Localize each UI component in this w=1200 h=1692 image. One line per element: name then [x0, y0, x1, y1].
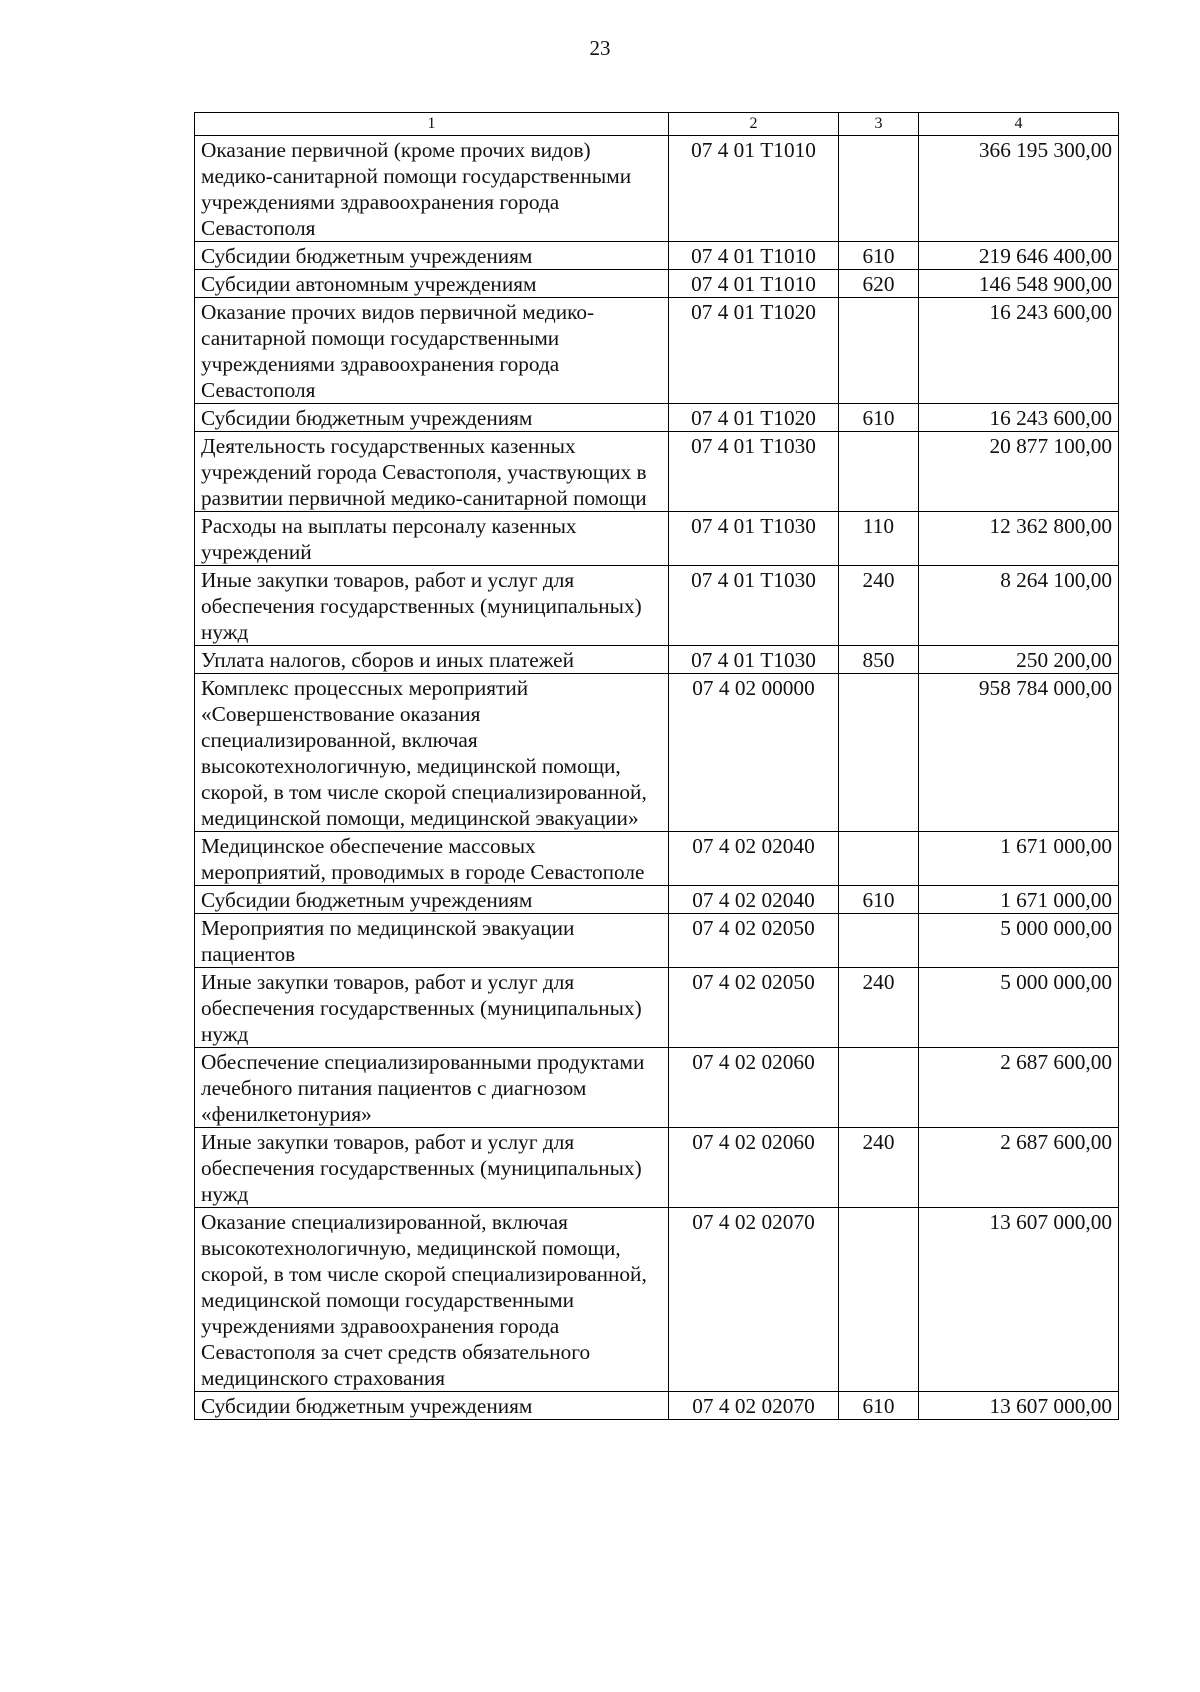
row-name: Оказание первичной (кроме прочих видов) медико-санитарной помощи государственными учреждениями здравоохранения города Севастополя	[195, 136, 669, 242]
row-expense-type	[839, 1208, 919, 1392]
row-sum: 12 362 800,00	[919, 512, 1119, 566]
header-row	[195, 113, 1119, 136]
table-row	[195, 270, 1119, 298]
row-sum: 1 671 000,00	[919, 832, 1119, 886]
row-expense-type	[839, 832, 919, 886]
row-name: Расходы на выплаты персоналу казенных учреждений	[195, 512, 669, 566]
row-sum: 958 784 000,00	[919, 674, 1119, 832]
row-sum: 146 548 900,00	[919, 270, 1119, 298]
row-code: 07 4 02 02040	[669, 886, 839, 914]
row-name: Субсидии бюджетным учреждениям	[195, 404, 669, 432]
row-name: Деятельность государственных казенных учреждений города Севастополя, участвующих в развитии первичной медико-санитарной помощи	[195, 432, 669, 512]
row-sum: 366 195 300,00	[919, 136, 1119, 242]
row-sum: 5 000 000,00	[919, 914, 1119, 968]
table-row	[195, 566, 1119, 646]
row-code: 07 4 02 02050	[669, 968, 839, 1048]
table-row	[195, 1048, 1119, 1128]
row-code: 07 4 01 Т1020	[669, 298, 839, 404]
row-sum: 5 000 000,00	[919, 968, 1119, 1048]
row-code: 07 4 02 02060	[669, 1128, 839, 1208]
row-sum: 2 687 600,00	[919, 1128, 1119, 1208]
row-sum: 20 877 100,00	[919, 432, 1119, 512]
row-code: 07 4 02 02040	[669, 832, 839, 886]
row-sum: 16 243 600,00	[919, 404, 1119, 432]
row-expense-type: 620	[839, 270, 919, 298]
row-name: Уплата налогов, сборов и иных платежей	[195, 646, 669, 674]
table-row	[195, 136, 1119, 242]
row-expense-type	[839, 298, 919, 404]
row-expense-type	[839, 914, 919, 968]
budget-table	[194, 112, 1119, 1420]
row-expense-type	[839, 136, 919, 242]
row-name: Медицинское обеспечение массовых мероприятий, проводимых в городе Севастополе	[195, 832, 669, 886]
column-header-code: 2	[669, 113, 839, 136]
table-row	[195, 298, 1119, 404]
row-code: 07 4 02 00000	[669, 674, 839, 832]
row-expense-type	[839, 432, 919, 512]
row-sum: 2 687 600,00	[919, 1048, 1119, 1128]
column-header-expense-type: 3	[839, 113, 919, 136]
row-name: Субсидии бюджетным учреждениям	[195, 242, 669, 270]
row-name: Обеспечение специализированными продуктами лечебного питания пациентов с диагнозом «фенилкетонурия»	[195, 1048, 669, 1128]
table-row	[195, 832, 1119, 886]
row-expense-type: 240	[839, 1128, 919, 1208]
row-code: 07 4 01 Т1030	[669, 512, 839, 566]
row-expense-type: 850	[839, 646, 919, 674]
table-row	[195, 242, 1119, 270]
row-sum: 16 243 600,00	[919, 298, 1119, 404]
row-expense-type: 610	[839, 1392, 919, 1420]
row-expense-type	[839, 1048, 919, 1128]
table-row	[195, 968, 1119, 1048]
row-sum: 8 264 100,00	[919, 566, 1119, 646]
row-code: 07 4 02 02060	[669, 1048, 839, 1128]
row-sum: 13 607 000,00	[919, 1208, 1119, 1392]
row-expense-type: 610	[839, 886, 919, 914]
row-expense-type: 240	[839, 968, 919, 1048]
row-name: Субсидии бюджетным учреждениям	[195, 1392, 669, 1420]
page-number: 23	[589, 36, 611, 60]
table-row	[195, 1392, 1119, 1420]
table-row	[195, 432, 1119, 512]
row-expense-type: 240	[839, 566, 919, 646]
row-sum: 1 671 000,00	[919, 886, 1119, 914]
row-code: 07 4 01 Т1030	[669, 646, 839, 674]
row-name: Мероприятия по медицинской эвакуации пациентов	[195, 914, 669, 968]
row-code: 07 4 01 Т1030	[669, 432, 839, 512]
row-code: 07 4 01 Т1020	[669, 404, 839, 432]
row-code: 07 4 02 02070	[669, 1208, 839, 1392]
table-row	[195, 404, 1119, 432]
row-expense-type: 610	[839, 242, 919, 270]
row-expense-type: 610	[839, 404, 919, 432]
row-sum: 13 607 000,00	[919, 1392, 1119, 1420]
table-row	[195, 646, 1119, 674]
row-name: Оказание специализированной, включая высокотехнологичную, медицинской помощи, скорой, в том числе скорой специализированной, медицинской помощи государственными учреждениями здравоохранения города Севастополя за счет средств обязательного медицинского страхования	[195, 1208, 669, 1392]
row-code: 07 4 01 Т1010	[669, 242, 839, 270]
column-header-name: 1	[195, 113, 669, 136]
row-expense-type	[839, 674, 919, 832]
row-sum: 250 200,00	[919, 646, 1119, 674]
row-code: 07 4 01 Т1010	[669, 136, 839, 242]
row-sum: 219 646 400,00	[919, 242, 1119, 270]
row-code: 07 4 02 02050	[669, 914, 839, 968]
row-name: Иные закупки товаров, работ и услуг для обеспечения государственных (муниципальных) нужд	[195, 968, 669, 1048]
row-name: Комплекс процессных мероприятий «Совершенствование оказания специализированной, включая высокотехнологичную, медицинской помощи, скорой, в том числе скорой специализированной, медицинской помощи, медицинской эвакуации»	[195, 674, 669, 832]
row-code: 07 4 01 Т1010	[669, 270, 839, 298]
table-row	[195, 1208, 1119, 1392]
row-name: Субсидии бюджетным учреждениям	[195, 886, 669, 914]
row-code: 07 4 01 Т1030	[669, 566, 839, 646]
row-name: Иные закупки товаров, работ и услуг для обеспечения государственных (муниципальных) нужд	[195, 566, 669, 646]
row-expense-type: 110	[839, 512, 919, 566]
table-row	[195, 914, 1119, 968]
table-row	[195, 886, 1119, 914]
table-row	[195, 1128, 1119, 1208]
row-name: Оказание прочих видов первичной медико-санитарной помощи государственными учреждениями здравоохранения города Севастополя	[195, 298, 669, 404]
row-code: 07 4 02 02070	[669, 1392, 839, 1420]
row-name: Иные закупки товаров, работ и услуг для обеспечения государственных (муниципальных) нужд	[195, 1128, 669, 1208]
row-name: Субсидии автономным учреждениям	[195, 270, 669, 298]
table-row	[195, 674, 1119, 832]
table-row	[195, 512, 1119, 566]
column-header-sum: 4	[919, 113, 1119, 136]
